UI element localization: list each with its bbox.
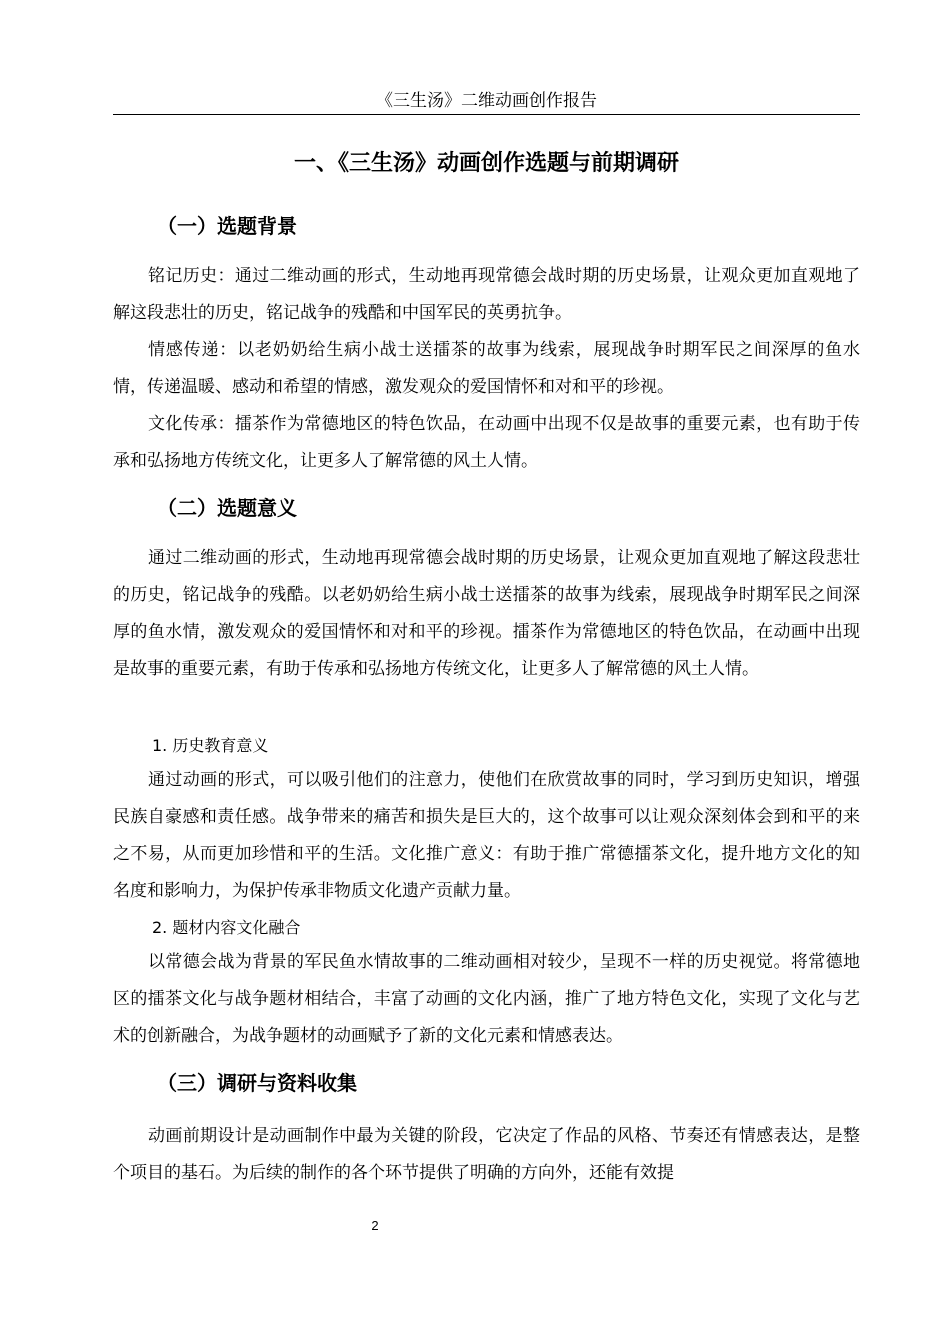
page-number: 2: [371, 1218, 379, 1233]
section-title-background: （一）选题背景: [157, 214, 297, 238]
paragraph-cultural-fusion: 以常德会战为背景的军民鱼水情故事的二维动画相对较少，呈现不一样的历史视觉。将常德地区的擂茶文化与战争题材相结合，丰富了动画的文化内涵，推广了地方特色文化，实现了文化与艺术的创新融合，为战争题材的动画赋予了新的文化元素和情感表达。: [113, 952, 860, 1046]
section-title-research: （三）调研与资料收集: [157, 1071, 357, 1095]
paragraph-history-education: 通过动画的形式，可以吸引他们的注意力，使他们在欣赏故事的同时，学习到历史知识，增强民族自豪感和责任感。战争带来的痛苦和损失是巨大的，这个故事可以让观众深刻体会到和平的来之不易，从而更加珍惜和平的生活。文化推广意义：有助于推广常德擂茶文化，提升地方文化的知名度和影响力，为保护传承非物质文化遗产贡献力量。: [113, 770, 860, 901]
paragraph-culture: 文化传承：擂茶作为常德地区的特色饮品，在动画中出现不仅是故事的重要元素，也有助于传承和弘扬地方传统文化，让更多人了解常德的风土人情。: [113, 414, 860, 471]
subheading-history-education: 1. 历史教育意义: [152, 736, 269, 755]
chapter-title: 一、《三生汤》动画创作选题与前期调研: [293, 151, 679, 176]
paragraph-emotion: 情感传递：以老奶奶给生病小战士送擂茶的故事为线索，展现战争时期军民之间深厚的鱼水情，传递温暖、感动和希望的情感，激发观众的爱国情怀和对和平的珍视。: [113, 340, 860, 397]
paragraph-history: 铭记历史：通过二维动画的形式，生动地再现常德会战时期的历史场景，让观众更加直观地了解这段悲壮的历史，铭记战争的残酷和中国军民的英勇抗争。: [113, 266, 860, 323]
paragraph-significance-intro: 通过二维动画的形式，生动地再现常德会战时期的历史场景，让观众更加直观地了解这段悲壮的历史，铭记战争的残酷。以老奶奶给生病小战士送擂茶的故事为线索，展现战争时期军民之间深厚的鱼水情，激发观众的爱国情怀和对和平的珍视。擂茶作为常德地区的特色饮品，在动画中出现是故事的重要元素，有助于传承和弘扬地方传统文化，让更多人了解常德的风土人情。: [113, 548, 860, 679]
subheading-cultural-fusion: 2. 题材内容文化融合: [152, 918, 301, 937]
running-header: 《三生汤》二维动画创作报告: [113, 88, 860, 115]
paragraph-research: 动画前期设计是动画制作中最为关键的阶段，它决定了作品的风格、节奏还有情感表达，是整个项目的基石。为后续的制作的各个环节提供了明确的方向外，还能有效提: [113, 1126, 860, 1183]
section-title-significance: （二）选题意义: [157, 496, 297, 520]
